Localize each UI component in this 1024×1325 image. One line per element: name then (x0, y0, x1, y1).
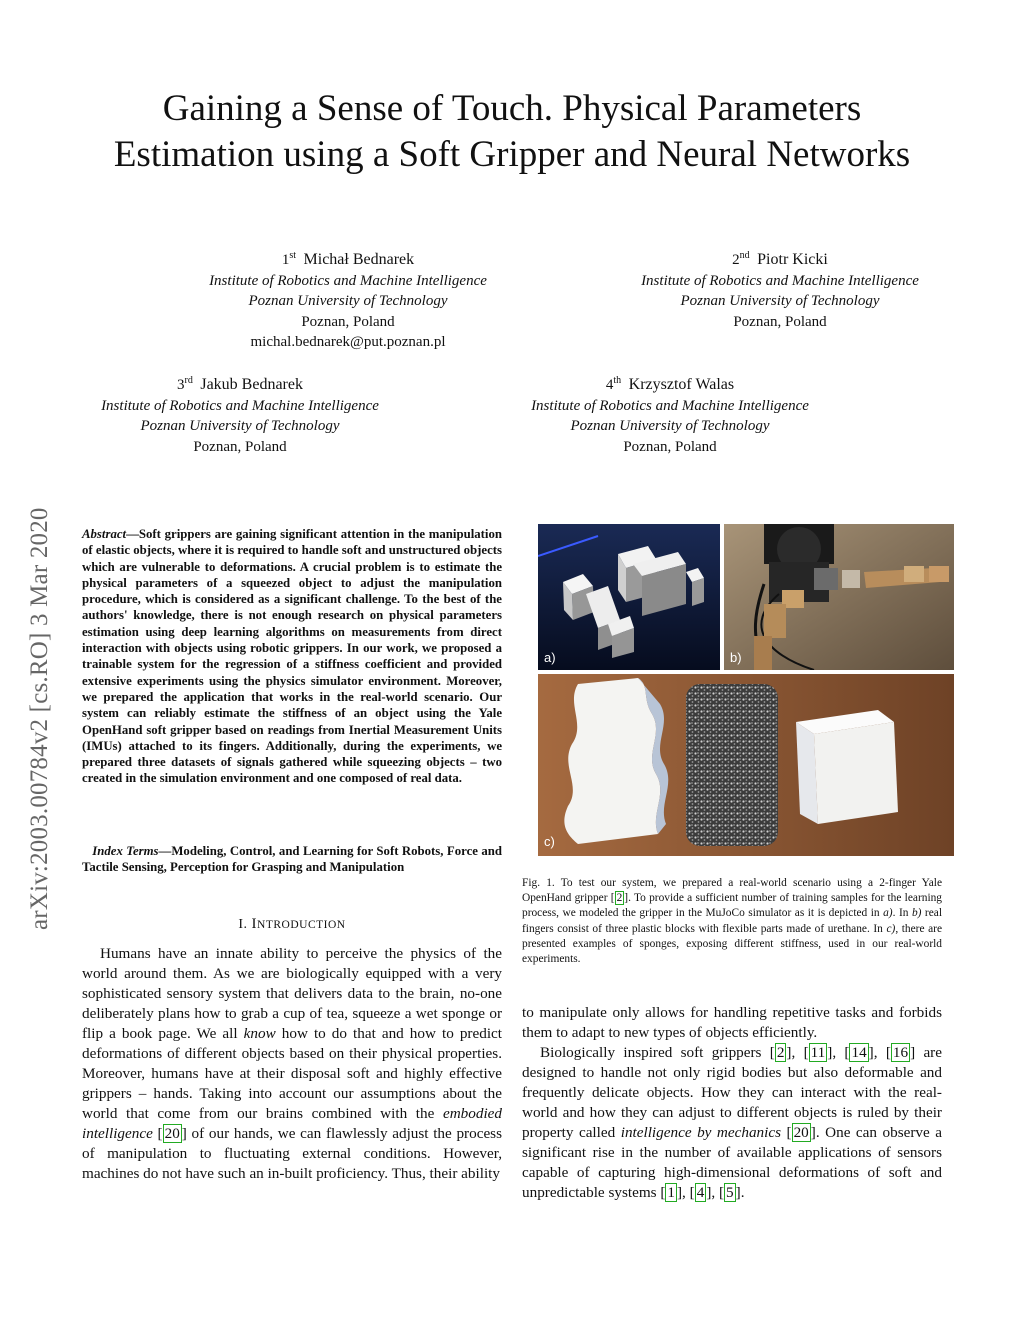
author-institute: Institute of Robotics and Machine Intelligence (209, 272, 487, 289)
author-email[interactable]: michal.bednarek@put.poznan.pl (250, 334, 446, 350)
index-terms: Index Terms—Modeling, Control, and Learning for Soft Robots, Force and Tactile Sensing, Perception for Grasping and Manipulation (82, 844, 503, 875)
figure-panel-b (724, 524, 954, 670)
figure-panel-c (538, 674, 954, 856)
author-location: Poznan, Poland (301, 313, 395, 330)
citation-link[interactable]: 20 (793, 1124, 809, 1141)
abstract-lead: Abstract (82, 527, 127, 541)
paragraph: to manipulate only allows for handling repetitive tasks and forbids them to adapt to new types of objects efficiently. (522, 1004, 942, 1041)
paper-title: Gaining a Sense of Touch. Physical Parameters Estimation using a Soft Gripper and Neural Networks (113, 88, 911, 175)
citation-link[interactable]: 11 (810, 1044, 826, 1061)
citation-link[interactable]: 1 (667, 1184, 675, 1201)
index-terms-lead: Index Terms (92, 844, 159, 858)
author-institute: Institute of Robotics and Machine Intelligence (531, 397, 809, 414)
right-column-text (522, 1003, 942, 1203)
author-block-4: 4th Krzysztof Walas Institute of Robotics and Machine Intelligence Poznan University of Technology Poznan, Poland (500, 375, 840, 457)
citation-link[interactable]: 14 (851, 1044, 867, 1061)
simulator-render-image (538, 524, 720, 670)
abstract-text: Soft grippers are gaining significant attention in the manipulation of elastic objects, where it is required to handle soft and unstructured objects which are vulnerable to deformations. A crucial problem is to estimate the physical parameters of a squeezed object to adjust the manipulation procedure, which is considered as a significant challenge. To the best of the authors' knowledge, there is not enough research on physical parameters estimation using deep learning algorithms on measurements from direct interaction with objects using robotic grippers. In our work, we proposed a trainable system for the regression of a stiffness coefficient and provided extensive experiments using the physics simulator environment. Moreover, we prepared the application that works in the real-world scenario. Our system can reliably estimate the stiffness of an object using the Yale OpenHand soft gripper based on readings from Inertial Measurement Units (IMUs) attached to its fingers. Additionally, during the experiments, we prepared three datasets of signals gathered while squeezing objects – two created in the simulation environment and one composed of real data. (82, 527, 502, 786)
index-terms-text: Modeling, Control, and Learning for Soft Robots, Force and Tactile Sensing, Perception for Grasping and Manipulation (82, 844, 503, 875)
author-name: Jakub Bednarek (200, 376, 303, 393)
figure-panel-a (538, 524, 720, 670)
panel-label-c: c) (544, 834, 555, 849)
author-university: Poznan University of Technology (140, 418, 340, 434)
panel-label-a: a) (544, 650, 556, 665)
citation-link[interactable]: 16 (892, 1044, 909, 1061)
author-location: Poznan, Poland (733, 313, 827, 330)
author-block-3: 3rd Jakub Bednarek Institute of Robotics and Machine Intelligence Poznan University of Technology Poznan, Poland (70, 375, 410, 457)
author-university: Poznan University of Technology (248, 293, 448, 309)
author-block-1: 1st Michał Bednarek Institute of Robotics and Machine Intelligence Poznan University of Technology Poznan, Poland michal.bednarek@put.poznan.pl (180, 250, 516, 353)
figure-1 (538, 524, 954, 856)
author-location: Poznan, Poland (623, 438, 717, 455)
citation-link[interactable]: 2 (616, 892, 623, 905)
author-name: Michał Bednarek (303, 251, 415, 268)
author-university: Poznan University of Technology (570, 418, 770, 434)
author-institute: Institute of Robotics and Machine Intelligence (101, 397, 379, 414)
author-name: Krzysztof Walas (628, 376, 735, 393)
citation-link[interactable]: 4 (696, 1184, 705, 1201)
citation-link[interactable]: 20 (164, 1125, 180, 1142)
gripper-photo-image (724, 524, 954, 670)
author-university: Poznan University of Technology (680, 293, 880, 309)
abstract: Abstract—Soft grippers are gaining significant attention in the manipulation of elastic objects, where it is required to handle soft and unstructured objects which are vulnerable to deformations. A crucial problem is to estimate the physical parameters of a squeezed object to adjust the manipulation procedure, which is considered as a significant challenge. To the best of the authors' knowledge, there is not enough research on physical parameters estimation using deep learning algorithms on measurements from direct interaction with objects using robotic grippers. In our work, we proposed a trainable system for the regression of a stiffness coefficient and provided extensive experiments using the physics simulator environment. Moreover, we prepared the application that works in the real-world scenario. Our system can reliably estimate the stiffness of an object using the Yale OpenHand soft gripper based on readings from Inertial Measurement Units (IMUs) attached to its fingers. Additionally, during the experiments, we prepared three datasets of signals gathered while squeezing objects – two created in the simulation environment and one composed of real data. (82, 527, 502, 786)
citation-link[interactable]: 2 (776, 1044, 785, 1061)
paragraph: Biologically inspired soft grippers [ 2 ], [ 11 ], [ 14 ], [ 16 ] are designed to handle not only rigid bodies but also deformable and frequently delicate objects. How they can interact with the real-world and how they can adjust to different objects is ruled by their property called intelligence by mechanics [ 20 ]. One can observe a significant rise in the number of available applications of sensors capable of capturing high-dimensional deformations of soft and unpredictable systems [ 1 ], [ 4 ], [ 5 ]. (522, 1044, 942, 1201)
sponges-photo-image (538, 674, 954, 856)
author-name: Piotr Kicki (757, 251, 828, 268)
author-institute: Institute of Robotics and Machine Intelligence (641, 272, 919, 289)
panel-label-b: b) (730, 650, 742, 665)
intro-paragraph: Humans have an innate ability to perceive the physics of the world around them. As we are biologically equipped with a very sophisticated sensory system that delivers data to the brain, no-one deliberately plans how to grab a cup of tea, squeeze a wet sponge or flip a book page. We all know how to do that and how to predict deformations of different objects based on their physical properties. Moreover, humans have at their disposal soft and highly effective grippers – hands. Taking into account our assumptions about the world that come from our brains combined with the embodied intelligence [ 20 ] of our hands, we can flawlessly adjust the process of manipulation to fluctuating external conditions. However, machines do not have such an in-built proficiency. Thus, their ability (82, 945, 503, 1182)
citation-link[interactable]: 5 (726, 1184, 734, 1201)
figure-caption: Fig. 1. To test our system, we prepared a real-world scenario using a 2-finger Yale OpenHand gripper [ 2 ]. To provide a sufficient number of training samples for the learning process, we modeled the gripper in the MuJoCo simulator as it is depicted in a). In b) real fingers consist of three plastic blocks with flexible parts made of urethane. In c), there are presented examples of sponges, exposing different stiffness, used in our real-world experiments. (522, 877, 943, 966)
author-block-2: 2nd Piotr Kicki Institute of Robotics and Machine Intelligence Poznan University of Technology Poznan, Poland (610, 250, 950, 332)
section-heading-introduction: I. INTRODUCTION (238, 916, 346, 932)
author-location: Poznan, Poland (193, 438, 287, 455)
arxiv-stamp: arXiv:2003.00784v2 [cs.RO] 3 Mar 2020 (26, 507, 53, 930)
